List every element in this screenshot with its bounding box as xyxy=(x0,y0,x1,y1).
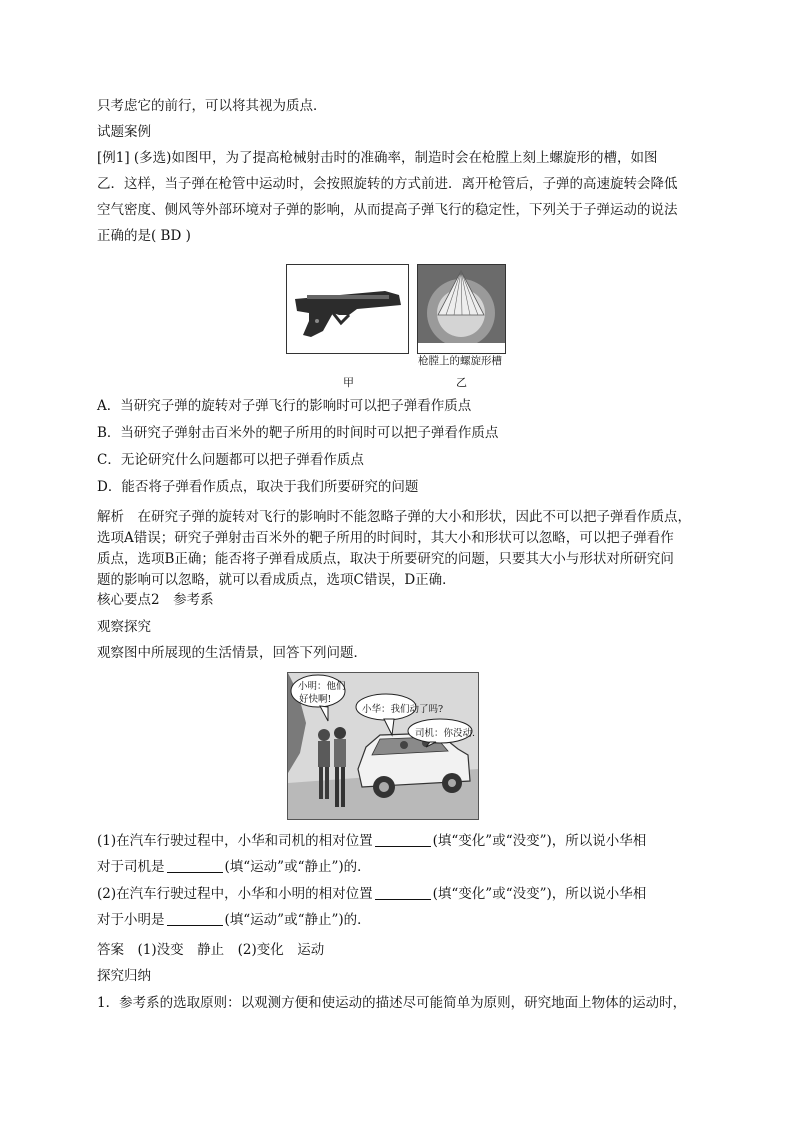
example-text: 空气密度、侧风等外部环境对子弹的影响，从而提高子弹飞行的稳定性，下列关于子弹运动的说法 xyxy=(97,202,678,218)
question-2-cont xyxy=(97,910,371,930)
example-text: 乙．这样，当子弹在枪管中运动时，会按照旋转的方式前进．离开枪管后，子弹的高速旋转会降低 xyxy=(97,176,678,192)
question-1-cont xyxy=(97,857,371,877)
analysis-text: 选项A错误；研究子弹射击百米外的靶子所用的时间时，其大小和形状可以忽略，可以把子弹看作 xyxy=(97,530,674,546)
analysis-text: 题的影响可以忽略，就可以看成质点，选项C错误，D正确． xyxy=(97,572,456,588)
figure-caption: 枪膛上的螺旋形槽 xyxy=(418,355,502,367)
option-b: B．当研究子弹射击百米外的靶子所用的时间时可以把子弹看作质点 xyxy=(97,425,499,441)
option-d: D．能否将子弹看作质点，取决于我们所要研究的问题 xyxy=(97,479,419,495)
question-1 xyxy=(97,831,646,851)
question-text: (填“变化”或“没变”)，所以说小华相 xyxy=(432,886,647,902)
question-text: (1)在汽车行驶过程中，小华和司机的相对位置 xyxy=(97,833,373,849)
question-text: 对于司机是 xyxy=(97,859,165,875)
example-text: 正确的是( BD ) xyxy=(97,228,191,244)
question-2 xyxy=(97,884,646,904)
bubble-xiaohua: 小华：我们动了吗? xyxy=(362,704,444,715)
question-text: (2)在汽车行驶过程中，小华和小明的相对位置 xyxy=(97,886,373,902)
pistol-image xyxy=(286,264,409,354)
analysis-text: 质点，选项B正确；能否将子弹看成质点，取决于所要研究的问题，只要其大小与形状对所研究问 xyxy=(97,551,674,567)
answer-blank[interactable] xyxy=(167,912,223,926)
answer-blank[interactable] xyxy=(167,859,223,873)
option-a: A．当研究子弹的旋转对子弹飞行的影响时可以把子弹看作质点 xyxy=(97,398,472,414)
answer-blank[interactable] xyxy=(375,886,431,900)
text-line: 只考虑它的前行，可以将其视为质点． xyxy=(97,98,327,114)
example-text: [例1] (多选)如图甲，为了提高枪械射击时的准确率，制造时会在枪膛上刻上螺旋形的槽，如图 xyxy=(97,150,658,166)
section-heading: 试题案例 xyxy=(97,124,151,140)
question-text: 对于小明是 xyxy=(97,912,165,928)
rifling-groove-icon xyxy=(418,265,505,353)
section-heading: 核心要点2 参考系 xyxy=(97,592,214,608)
rifling-image xyxy=(417,264,506,354)
question-text: (填“运动”或“静止”)的． xyxy=(224,859,371,875)
question-text: (填“变化”或“没变”)，所以说小华相 xyxy=(432,833,647,849)
analysis-text: 解析 在研究子弹的旋转对飞行的影响时不能忽略子弹的大小和形状，因此不可以把子弹看作质点， xyxy=(97,509,691,525)
bubble-xiaoming-2: 好快啊! xyxy=(299,694,332,705)
question-text: (填“运动”或“静止”)的． xyxy=(224,912,371,928)
bubble-xiaoming: 小明：他们 xyxy=(298,681,346,692)
answer-text: 答案 (1)没变 静止 (2)变化 运动 xyxy=(97,942,325,958)
intro-text: 观察图中所展现的生活情景，回答下列问题． xyxy=(97,645,367,661)
summary-text: 1．参考系的选取原则：以观测方便和使运动的描述尽可能简单为原则，研究地面上物体的运动时， xyxy=(97,995,687,1011)
bubble-driver: 司机：你没动. xyxy=(415,728,476,739)
section-heading: 探究归纳 xyxy=(97,968,151,984)
car-scene-image xyxy=(287,672,479,820)
figure-label-jia: 甲 xyxy=(343,376,354,389)
answer-blank[interactable] xyxy=(375,833,431,847)
pistol-icon xyxy=(287,265,408,353)
figure-label-yi: 乙 xyxy=(456,376,467,389)
subsection-heading: 观察探究 xyxy=(97,619,151,635)
option-c: C．无论研究什么问题都可以把子弹看作质点 xyxy=(97,452,364,468)
